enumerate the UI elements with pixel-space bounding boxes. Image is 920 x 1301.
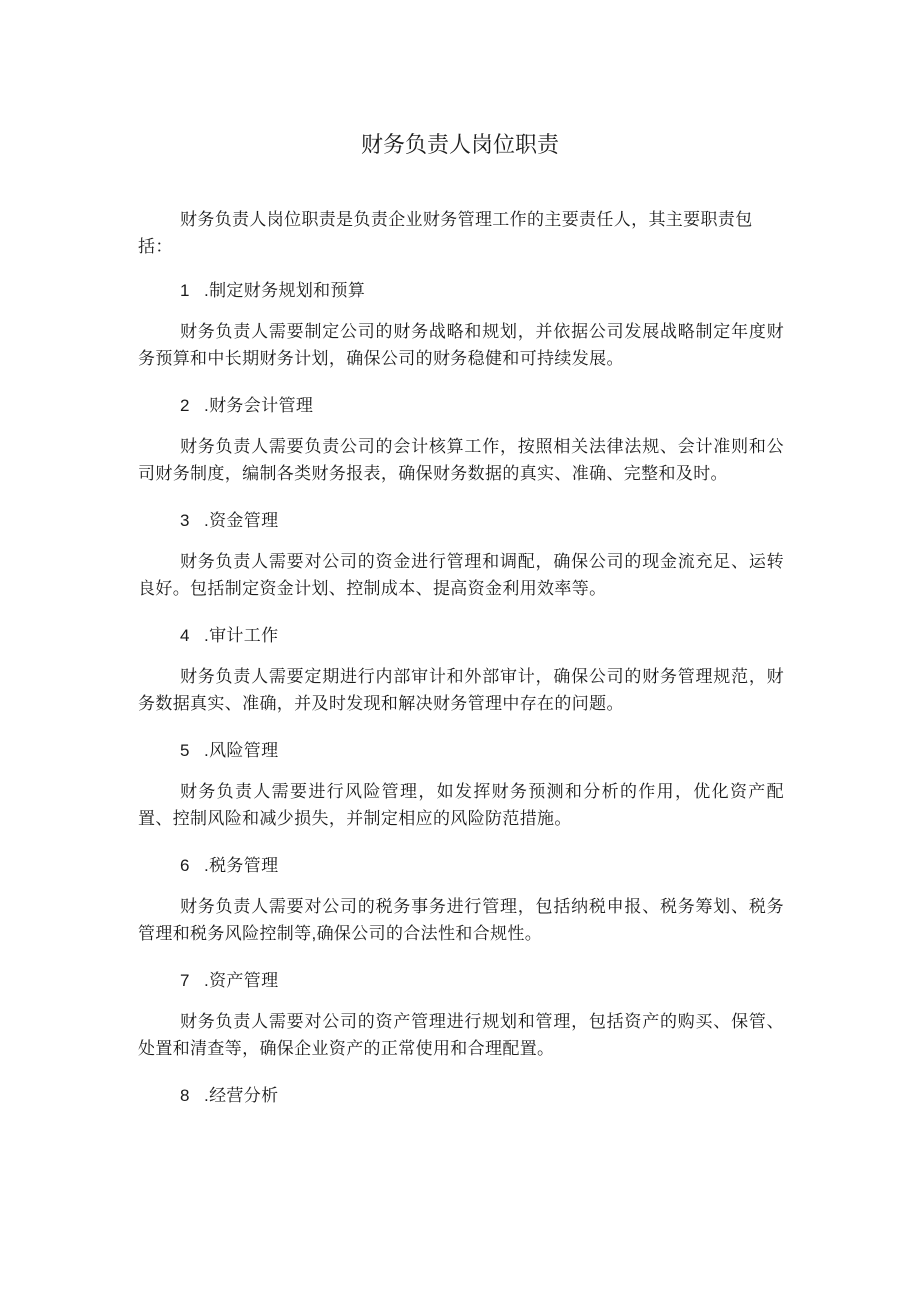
section-paragraph: 财务负责人需要对公司的资产管理进行规划和管理，包括资产的购买、保管、处置和清查等，确保企业资产的正常使用和合理配置。 [138,1012,784,1058]
section-number: 4 [180,626,190,645]
section-heading [138,852,784,879]
intro-paragraph: 财务负责人岗位职责是负责企业财务管理工作的主要责任人，其主要职责包括： [138,210,753,256]
section-heading [138,392,784,419]
section-paragraph: 财务负责人需要负责公司的会计核算工作，按照相关法律法规、会计准则和公司财务制度，编制各类财务报表，确保财务数据的真实、准确、完整和及时。 [138,437,784,483]
section-heading [138,622,784,649]
document-title: 财务负责人岗位职责 [360,132,559,157]
section-heading-text: .财务会计管理 [204,396,314,415]
section-paragraph: 财务负责人需要对公司的税务事务进行管理，包括纳税申报、税务筹划、税务管理和税务风险控制等,确保公司的合法性和合规性。 [138,897,784,943]
section-number: 7 [180,971,190,990]
section-paragraph: 财务负责人需要制定公司的财务战略和规划，并依据公司发展战略制定年度财务预算和中长期财务计划，确保公司的财务稳健和可持续发展。 [138,322,784,368]
section-number: 2 [180,396,190,415]
sections-list [138,277,784,1109]
section-paragraph: 财务负责人需要进行风险管理，如发挥财务预测和分析的作用，优化资产配置、控制风险和减少损失，并制定相应的风险防范措施。 [138,782,784,828]
section-heading [138,1082,784,1109]
section-heading-text: .风险管理 [204,741,279,760]
section-heading [138,277,784,304]
section-number: 5 [180,741,190,760]
section-heading-text: .审计工作 [204,626,279,645]
document-body [138,206,784,1123]
section-heading-text: .经营分析 [204,1086,279,1105]
section-heading-text: .资金管理 [204,511,279,530]
section-heading [138,737,784,764]
section-number: 6 [180,856,190,875]
section-heading-text: .资产管理 [204,971,279,990]
section-number: 3 [180,511,190,530]
section-paragraph: 财务负责人需要定期进行内部审计和外部审计，确保公司的财务管理规范，财务数据真实、准确，并及时发现和解决财务管理中存在的问题。 [138,667,784,713]
section-heading [138,967,784,994]
section-heading-text: .税务管理 [204,856,279,875]
section-number: 8 [180,1086,190,1105]
section-number: 1 [180,281,190,300]
section-heading-text: .制定财务规划和预算 [204,281,366,300]
section-paragraph: 财务负责人需要对公司的资金进行管理和调配，确保公司的现金流充足、运转良好。包括制定资金计划、控制成本、提高资金利用效率等。 [138,552,784,598]
section-heading [138,507,784,534]
